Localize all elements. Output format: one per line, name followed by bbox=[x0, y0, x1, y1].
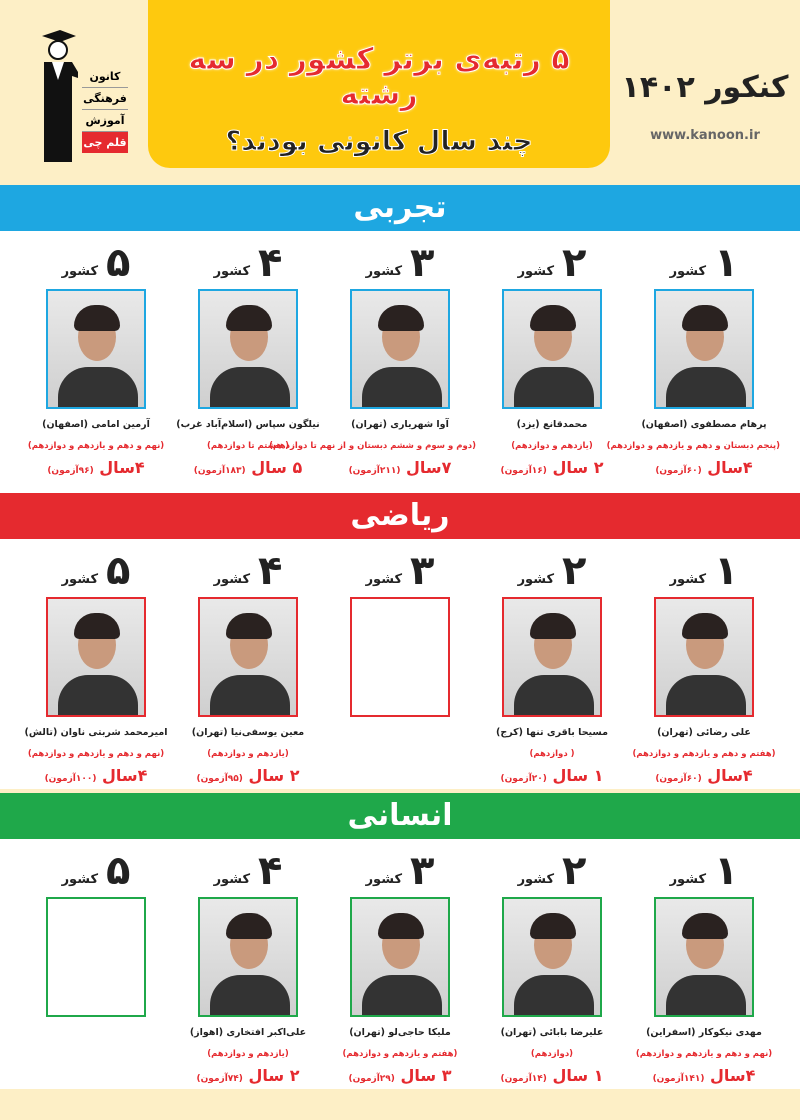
student-name: علی‌اکبر افتخاری (اهواز) bbox=[189, 1027, 307, 1038]
years-count: ۴سال bbox=[102, 766, 148, 785]
rank-label bbox=[628, 548, 780, 594]
rank-country-label: کشور bbox=[669, 872, 707, 887]
years-count: ۴سال bbox=[710, 1066, 756, 1085]
rank-label bbox=[628, 848, 780, 894]
graduate-figure-icon bbox=[38, 28, 78, 168]
rank-number: ۱ bbox=[714, 548, 739, 594]
student-grid bbox=[0, 231, 800, 477]
student-name: امیرمحمد شربتی ناوان (تالش) bbox=[24, 727, 168, 738]
rank-country-label: کشور bbox=[213, 572, 251, 587]
rank-country-label: کشور bbox=[61, 872, 99, 887]
years-count: ۱ سال bbox=[552, 766, 604, 785]
student-years bbox=[476, 766, 628, 785]
rank-country-label: کشور bbox=[61, 264, 99, 279]
logo-word: آموزش bbox=[82, 110, 128, 132]
student-photo bbox=[46, 597, 146, 717]
rank-number: ۴ bbox=[258, 848, 283, 894]
student-card bbox=[476, 839, 628, 1085]
photo-body bbox=[666, 367, 746, 409]
years-count: ۴سال bbox=[99, 458, 145, 477]
photo-body bbox=[58, 675, 138, 717]
years-count: ۴سال bbox=[707, 766, 753, 785]
years-count: ۱ سال bbox=[552, 1066, 604, 1085]
section-band: انسانی bbox=[0, 793, 800, 839]
student-card bbox=[172, 539, 324, 785]
rank-label bbox=[172, 848, 324, 894]
years-count: ۵ سال bbox=[251, 458, 303, 477]
photo-hair bbox=[682, 613, 728, 639]
student-grades: (نهم و دهم و یازدهم و دوازدهم) bbox=[27, 441, 165, 451]
student-grades: ( دوازدهم) bbox=[529, 749, 575, 759]
exam-count: (۲۰آزمون) bbox=[500, 774, 547, 784]
logo-word: قلم چی bbox=[82, 132, 128, 153]
rank-label bbox=[324, 240, 476, 286]
photo-hair bbox=[530, 305, 576, 331]
photo-body bbox=[58, 367, 138, 409]
rank-number: ۱ bbox=[714, 240, 739, 286]
student-card bbox=[476, 231, 628, 477]
photo-body bbox=[362, 367, 442, 409]
student-photo bbox=[46, 289, 146, 409]
years-count: ۲ سال bbox=[552, 458, 604, 477]
photo-hair bbox=[530, 613, 576, 639]
student-grades: (پنجم دبستان و دهم و یازدهم و دوازدهم) bbox=[606, 441, 780, 451]
photo-body bbox=[210, 675, 290, 717]
exam-count: (۶۰آزمون) bbox=[655, 466, 702, 476]
student-grades: (نهم و دهم و یازدهم و دوازدهم) bbox=[27, 749, 165, 759]
student-card bbox=[476, 539, 628, 785]
student-grid bbox=[0, 839, 800, 1085]
photo-hair bbox=[226, 613, 272, 639]
rank-number: ۵ bbox=[106, 240, 131, 286]
student-name: معین یوسفی‌نیا (تهران) bbox=[191, 727, 305, 738]
student-years bbox=[172, 1066, 324, 1085]
rank-country-label: کشور bbox=[61, 572, 99, 587]
rank-number: ۲ bbox=[562, 548, 587, 594]
student-name: مسیحا باقری تنها (کرج) bbox=[496, 727, 608, 738]
student-years bbox=[628, 1066, 780, 1085]
student-card bbox=[20, 539, 172, 785]
student-name: نیلگون سپاس (اسلام‌آباد غرب) bbox=[176, 419, 320, 430]
rank-number: ۱ bbox=[714, 848, 739, 894]
student-grades: (دوازدهم) bbox=[530, 1049, 574, 1059]
rank-country-label: کشور bbox=[669, 572, 707, 587]
photo-body bbox=[210, 975, 290, 1017]
student-name: پرهام مصطفوی (اصفهان) bbox=[641, 419, 767, 430]
student-years bbox=[324, 1066, 476, 1085]
photo-body bbox=[362, 975, 442, 1017]
rank-label bbox=[628, 240, 780, 286]
years-count: ۲ سال bbox=[248, 1066, 300, 1085]
rank-country-label: کشور bbox=[517, 572, 555, 587]
photo-body bbox=[514, 975, 594, 1017]
student-name: آرمین امامی (اصفهان) bbox=[42, 419, 150, 430]
title-box bbox=[148, 0, 610, 168]
photo-body bbox=[210, 367, 290, 409]
rank-country-label: کشور bbox=[213, 872, 251, 887]
rank-number: ۳ bbox=[410, 548, 435, 594]
exam-count: (۱۰۰آزمون) bbox=[44, 774, 97, 784]
student-grades: (یازدهم و دوازدهم) bbox=[511, 441, 593, 451]
student-name: آوا شهریاری (تهران) bbox=[351, 419, 449, 430]
main-title: ۵ رتبه‌ی برتر کشور در سه رشته bbox=[188, 42, 570, 112]
rank-number: ۲ bbox=[562, 848, 587, 894]
rank-label bbox=[476, 240, 628, 286]
exam-count: (۷۴آزمون) bbox=[196, 1074, 243, 1084]
student-photo bbox=[502, 597, 602, 717]
photo-body bbox=[666, 975, 746, 1017]
student-photo bbox=[198, 897, 298, 1017]
student-card bbox=[324, 839, 476, 1085]
student-card bbox=[606, 231, 780, 477]
section-band: تجربی bbox=[0, 185, 800, 231]
photo-body bbox=[666, 675, 746, 717]
student-photo bbox=[198, 289, 298, 409]
website-link[interactable]: www.kanoon.ir bbox=[650, 128, 760, 143]
rank-number: ۴ bbox=[258, 240, 283, 286]
student-card bbox=[20, 839, 172, 1085]
student-photo bbox=[502, 897, 602, 1017]
header bbox=[0, 0, 800, 170]
student-card bbox=[20, 231, 172, 477]
rank-label bbox=[20, 848, 172, 894]
student-grades: ( هشتم تا دوازدهم) bbox=[206, 441, 290, 451]
student-name: ملیکا حاجی‌لو (تهران) bbox=[349, 1027, 451, 1038]
exam-year: کنکور ۱۴۰۲ bbox=[621, 70, 789, 105]
section-band: ریاضی bbox=[0, 493, 800, 539]
student-card bbox=[628, 839, 780, 1085]
photo-body bbox=[514, 367, 594, 409]
student-name: محمدقانع (یزد) bbox=[516, 419, 588, 430]
student-grades: (هفتم و یازدهم و دوازدهم) bbox=[342, 1049, 458, 1059]
rank-country-label: کشور bbox=[669, 264, 707, 279]
rank-number: ۵ bbox=[106, 548, 131, 594]
logo-word: فرهنگی bbox=[82, 88, 128, 110]
exam-count: (۹۵آزمون) bbox=[196, 774, 243, 784]
exam-count: (۱۶آزمون) bbox=[500, 466, 547, 476]
student-card bbox=[172, 839, 324, 1085]
student-years bbox=[172, 766, 324, 785]
rank-country-label: کشور bbox=[517, 264, 555, 279]
student-years bbox=[324, 458, 476, 477]
rank-number: ۵ bbox=[106, 848, 131, 894]
rank-label bbox=[20, 548, 172, 594]
photo-hair bbox=[378, 305, 424, 331]
rank-label bbox=[324, 548, 476, 594]
section-panel bbox=[0, 231, 800, 493]
student-years bbox=[20, 766, 172, 785]
student-years bbox=[20, 458, 172, 477]
student-years bbox=[628, 458, 780, 477]
student-photo bbox=[502, 289, 602, 409]
logo-words bbox=[82, 66, 128, 153]
exam-count: (۲۱۱آزمون) bbox=[348, 466, 401, 476]
photo-hair bbox=[74, 613, 120, 639]
years-count: ۲ سال bbox=[248, 766, 300, 785]
exam-count: (۹۶آزمون) bbox=[47, 466, 94, 476]
photo-body bbox=[514, 675, 594, 717]
subtitle: چند سال کانونی بودند؟ bbox=[225, 126, 533, 157]
rank-country-label: کشور bbox=[517, 872, 555, 887]
exam-count: (۱۴آزمون) bbox=[500, 1074, 547, 1084]
rank-label bbox=[172, 548, 324, 594]
years-count: ۳ سال bbox=[400, 1066, 452, 1085]
student-years bbox=[628, 766, 780, 785]
rank-number: ۳ bbox=[410, 848, 435, 894]
exam-count: (۱۸۳آزمون) bbox=[193, 466, 246, 476]
student-grades: (دوم و سوم و ششم دبستان و از نهم تا دوازدهم) bbox=[269, 441, 476, 451]
rank-label bbox=[172, 240, 324, 286]
rank-label bbox=[476, 848, 628, 894]
student-grades: (هفتم و دهم و یازدهم و دوازدهم) bbox=[632, 749, 776, 759]
rank-country-label: کشور bbox=[365, 264, 403, 279]
student-grades: (نهم و دهم و یازدهم و دوازدهم) bbox=[635, 1049, 773, 1059]
section-panel bbox=[0, 539, 800, 789]
rank-number: ۴ bbox=[258, 548, 283, 594]
student-photo bbox=[46, 897, 146, 1017]
student-photo bbox=[654, 289, 754, 409]
student-card bbox=[628, 539, 780, 785]
student-photo bbox=[350, 597, 450, 717]
exam-count: (۱۴۱آزمون) bbox=[652, 1074, 705, 1084]
student-photo bbox=[350, 289, 450, 409]
student-photo bbox=[654, 897, 754, 1017]
photo-hair bbox=[378, 913, 424, 939]
student-years bbox=[172, 458, 324, 477]
rank-label bbox=[476, 548, 628, 594]
rank-number: ۲ bbox=[562, 240, 587, 286]
rank-country-label: کشور bbox=[365, 572, 403, 587]
student-years bbox=[476, 458, 628, 477]
rank-country-label: کشور bbox=[365, 872, 403, 887]
student-name: علی رضائی (تهران) bbox=[657, 727, 751, 738]
rank-label bbox=[324, 848, 476, 894]
photo-hair bbox=[682, 305, 728, 331]
photo-hair bbox=[74, 305, 120, 331]
kanoon-logo bbox=[30, 28, 130, 168]
years-count: ۷سال bbox=[406, 458, 452, 477]
section-panel bbox=[0, 839, 800, 1089]
student-card bbox=[324, 539, 476, 785]
exam-count: (۶۰آزمون) bbox=[655, 774, 702, 784]
photo-hair bbox=[226, 913, 272, 939]
rank-label bbox=[20, 240, 172, 286]
years-count: ۴سال bbox=[707, 458, 753, 477]
exam-count: (۲۹آزمون) bbox=[348, 1074, 395, 1084]
student-grid bbox=[0, 539, 800, 785]
student-grades: (یازدهم و دوازدهم) bbox=[207, 1049, 289, 1059]
photo-hair bbox=[530, 913, 576, 939]
student-grades: (یازدهم و دوازدهم) bbox=[207, 749, 289, 759]
rank-number: ۳ bbox=[410, 240, 435, 286]
student-years bbox=[476, 1066, 628, 1085]
photo-hair bbox=[226, 305, 272, 331]
student-photo bbox=[350, 897, 450, 1017]
rank-country-label: کشور bbox=[213, 264, 251, 279]
student-photo bbox=[654, 597, 754, 717]
student-name: مهدی نیکوکار (اسفراین) bbox=[646, 1027, 762, 1038]
student-name: علیرضا بابائی (تهران) bbox=[500, 1027, 604, 1038]
photo-hair bbox=[682, 913, 728, 939]
logo-word: کانون bbox=[82, 66, 128, 88]
student-photo bbox=[198, 597, 298, 717]
